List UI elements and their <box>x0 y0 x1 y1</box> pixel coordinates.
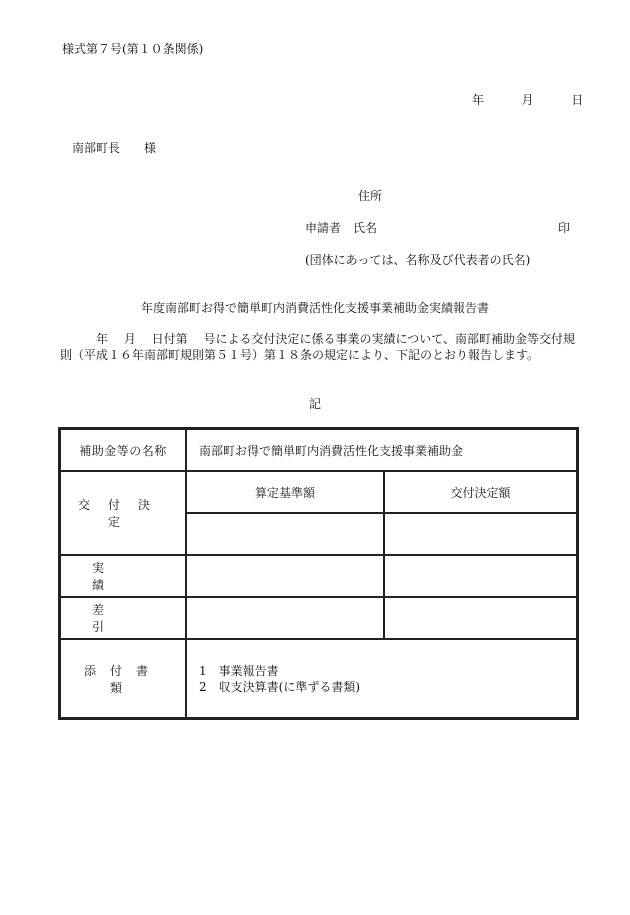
seal-mark: 印 <box>558 221 571 235</box>
addressee: 南部町長 様 <box>72 141 157 155</box>
date-month: 月 <box>521 93 534 107</box>
attachments-list <box>186 639 577 718</box>
organization-note: (団体にあっては、名称及び代表者の氏名) <box>305 253 531 267</box>
form-number: 様式第７号(第１０条関係) <box>62 42 204 56</box>
attachment-item: 1 事業報告書 <box>199 663 279 678</box>
standard-amount-cell <box>186 513 384 555</box>
table-row <box>60 597 577 639</box>
date-year: 年 <box>472 93 485 107</box>
document-title: 年度南部町お得で簡単町内消費活性化支援事業補助金実績報告書 <box>140 301 489 315</box>
decision-label: 交付決定 <box>60 471 186 555</box>
subsidy-name-value: 南部町お得で簡単町内消費活性化支援事業補助金 <box>186 429 577 471</box>
table-row <box>60 555 577 597</box>
date-day: 日 <box>571 93 584 107</box>
actual-decision-cell <box>384 555 577 597</box>
attachments-label: 添付書類 <box>60 639 186 718</box>
actual-label: 実績 <box>60 555 186 597</box>
report-table <box>58 427 579 720</box>
difference-label: 差引 <box>60 597 186 639</box>
actual-standard-cell <box>186 555 384 597</box>
table-row <box>60 429 577 471</box>
subsidy-name-label: 補助金等の名称 <box>60 429 186 471</box>
standard-amount-header: 算定基準額 <box>186 471 384 513</box>
table-row <box>60 639 577 718</box>
address-label: 住所 <box>358 189 383 203</box>
decision-amount-cell <box>384 513 577 555</box>
decision-amount-header: 交付決定額 <box>384 471 577 513</box>
body-text: 年 月 日付第 号による交付決定に係る事業の実績について、南部町補助金等交付規則（平成１６年南部町規則第５１号）第１８条の規定により、下記のとおり報告します。 <box>60 332 575 362</box>
attachment-item: 2 収支決算書(に準ずる書類) <box>199 679 360 694</box>
table-row <box>60 471 577 513</box>
date-line <box>472 91 583 108</box>
difference-decision-cell <box>384 597 577 639</box>
applicant-name-label: 申請者 氏名 <box>305 221 378 235</box>
difference-standard-cell <box>186 597 384 639</box>
ki-mark: 記 <box>308 397 321 411</box>
